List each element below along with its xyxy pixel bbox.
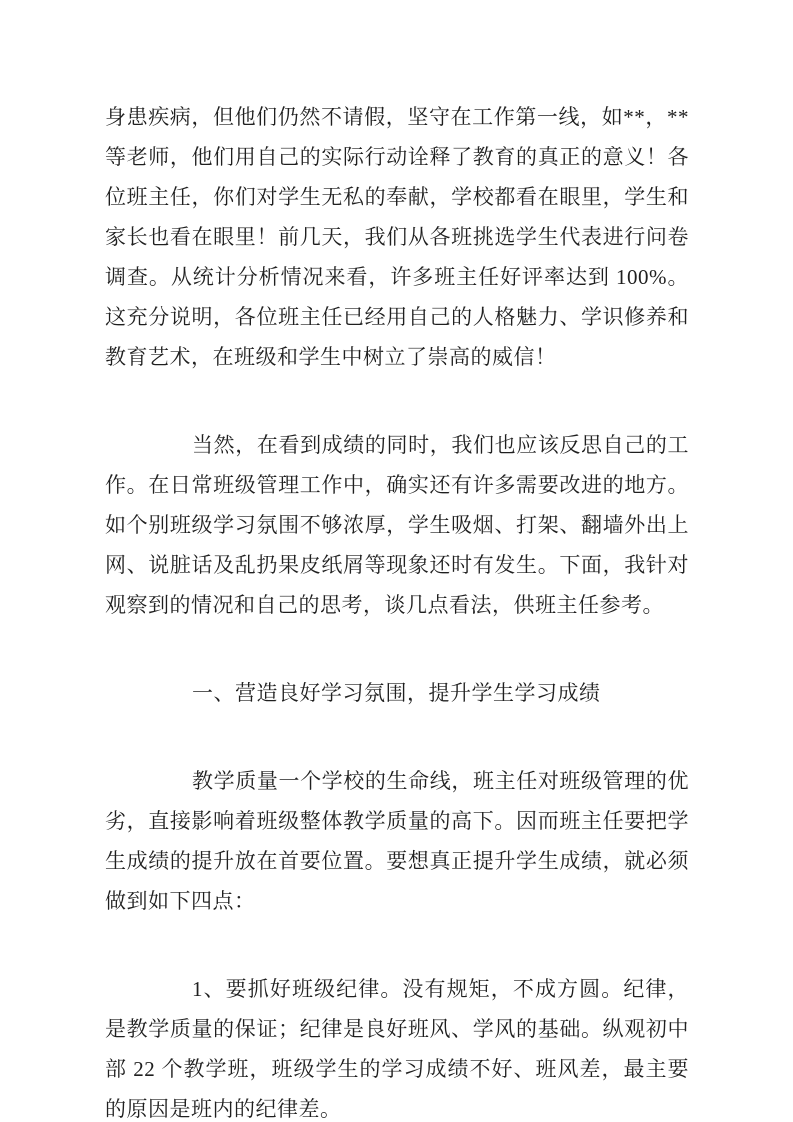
paragraph-5: 1、要抓好班级纪律。没有规矩，不成方圆。纪律，是教学质量的保证；纪律是良好班风、学风的基础。纵观初中部 22 个教学班，班级学生的学习成绩不好、班风差，最主要的原因是班内的纪律差。 xyxy=(105,977,689,1121)
paragraph-2: 当然，在看到成绩的同时，我们也应该反思自己的工作。在日常班级管理工作中，确实还有许多需要改进的地方。如个别班级学习氛围不够浓厚，学生吸烟、打架、翻墙外出上网、说脏话及乱扔果皮纸屑等现象还时有发生。下面，我针对观察到的情况和自己的思考，谈几点看法，供班主任参考。 xyxy=(105,433,689,617)
paragraph-4: 教学质量一个学校的生命线，班主任对班级管理的优劣，直接影响着班级整体教学质量的高下。因而班主任要把学生成绩的提升放在首要位置。要想真正提升学生成绩，就必须做到如下四点： xyxy=(105,769,689,913)
paragraph-1: 身患疾病，但他们仍然不请假，坚守在工作第一线，如**，**等老师，他们用自己的实际行动诠释了教育的真正的意义！各位班主任，你们对学生无私的奉献，学校都看在眼里，学生和家长也看在眼里！前几天，我们从各班挑选学生代表进行问卷调查。从统计分析情况来看，许多班主任好评率达到 100%。这充分说明，各位班主任已经用自己的人格魅力、学识修养和教育艺术，在班级和学生中树立了崇高的威信！ xyxy=(105,105,689,369)
document-body xyxy=(105,97,689,1122)
section-heading: 一、营造良好学习氛围，提升学生学习成绩 xyxy=(192,681,601,705)
